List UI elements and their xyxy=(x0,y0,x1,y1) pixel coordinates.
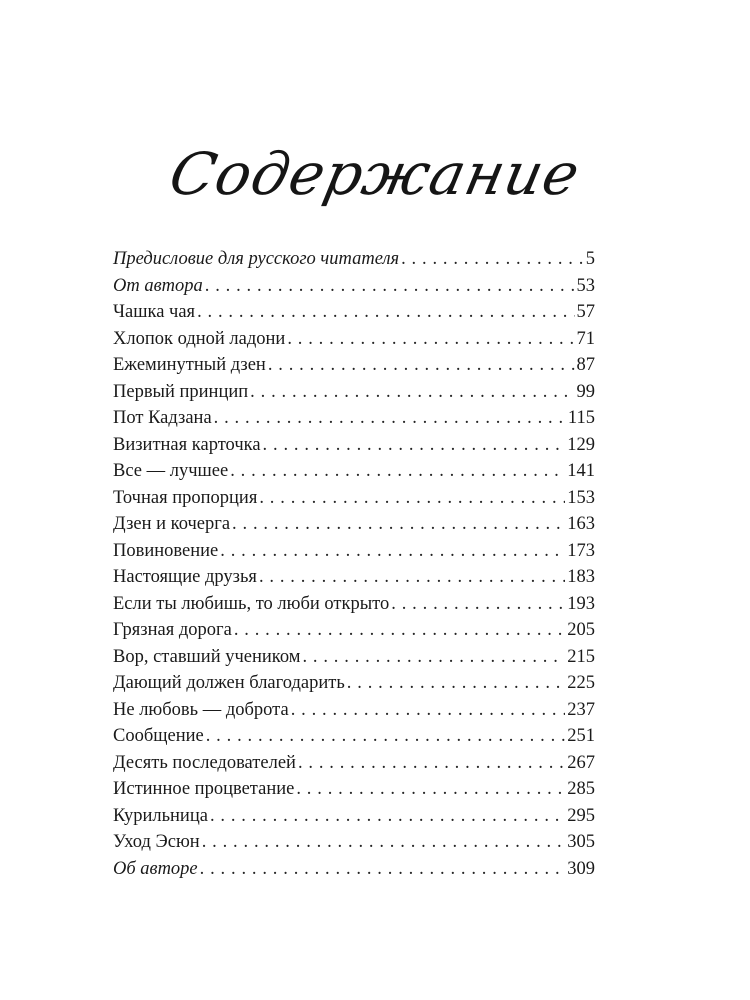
toc-entry-page: 5 xyxy=(585,249,595,269)
toc-leader-dots xyxy=(298,750,565,777)
toc-entry-title: Дающий должен благодарить xyxy=(113,673,345,693)
toc-entry-title: Первый принцип xyxy=(113,381,249,402)
toc-entry xyxy=(113,644,595,671)
toc-entry xyxy=(113,458,595,485)
page-title: Содержание xyxy=(163,140,587,208)
toc-entry-title: Чашка чая xyxy=(113,302,196,322)
toc-entry xyxy=(113,564,595,591)
toc-entry xyxy=(113,352,595,379)
toc-entry-page: 285 xyxy=(567,779,595,799)
toc-entry-page: 153 xyxy=(567,487,595,508)
toc-entry-page: 173 xyxy=(567,540,595,561)
toc-entry xyxy=(113,591,595,618)
toc-leader-dots xyxy=(263,432,566,459)
toc-entry-title: Все — лучшее xyxy=(113,461,229,481)
toc-entry-title: Ежеминутный дзен xyxy=(113,355,266,375)
toc-entry-page: 53 xyxy=(576,275,595,296)
toc-leader-dots xyxy=(197,299,574,326)
toc-entry-page: 99 xyxy=(576,381,595,402)
toc-leader-dots xyxy=(206,723,566,750)
toc-leader-dots xyxy=(214,405,566,432)
toc-entry-page: 251 xyxy=(567,726,595,746)
toc-leader-dots xyxy=(291,697,566,724)
toc-entry xyxy=(113,299,595,326)
toc-entry xyxy=(113,246,595,273)
toc-entry-page: 309 xyxy=(567,858,595,879)
toc-leader-dots xyxy=(234,617,565,644)
toc-entry-title: Хлопок одной ладони xyxy=(113,328,286,349)
toc-entry-page: 141 xyxy=(567,461,595,481)
toc-entry-title: Визитная карточка xyxy=(113,434,261,455)
toc-leader-dots xyxy=(220,538,565,565)
toc-entry-page: 71 xyxy=(576,328,595,349)
toc-entry xyxy=(113,273,595,300)
toc-leader-dots xyxy=(205,273,575,300)
toc-leader-dots xyxy=(210,803,565,830)
toc-leader-dots xyxy=(230,458,565,485)
toc-entry-title: Истинное процветание xyxy=(113,779,295,799)
toc-entry-title: Грязная дорога xyxy=(113,620,232,640)
toc-entry xyxy=(113,617,595,644)
toc-entry-title: Сообщение xyxy=(113,726,204,746)
toc-entry xyxy=(113,326,595,353)
toc-entry xyxy=(113,511,595,538)
toc-leader-dots xyxy=(259,485,565,512)
toc-leader-dots xyxy=(259,564,565,591)
toc-entry-page: 237 xyxy=(567,699,595,720)
toc-leader-dots xyxy=(250,379,574,406)
toc-entry-page: 183 xyxy=(567,567,595,587)
toc-entry-title: Точная пропорция xyxy=(113,487,258,508)
toc-entry-title: Курильница xyxy=(113,805,208,826)
toc-entry-title: Уход Эсюн xyxy=(113,832,200,852)
toc-leader-dots xyxy=(268,352,575,379)
toc-entry xyxy=(113,829,595,856)
toc-entry xyxy=(113,538,595,565)
toc-entry-title: Вор, ставший учеником xyxy=(113,646,301,667)
toc-entry-page: 129 xyxy=(567,434,595,455)
toc-entry-title: Об авторе xyxy=(113,858,198,879)
toc-entry-page: 305 xyxy=(567,832,595,852)
toc-entry-page: 87 xyxy=(576,355,595,375)
toc-entry-title: Пот Кадзана xyxy=(113,408,212,428)
toc-entry-title: Если ты любишь, то люби открыто xyxy=(113,593,390,614)
toc-entry-page: 57 xyxy=(576,302,595,322)
toc-entry xyxy=(113,485,595,512)
toc-leader-dots xyxy=(302,644,565,671)
toc-entry xyxy=(113,670,595,697)
toc-leader-dots xyxy=(391,591,565,618)
toc-entry-page: 215 xyxy=(567,646,595,667)
toc-entry-title: Настоящие друзья xyxy=(113,567,257,587)
toc-entry-page: 205 xyxy=(567,620,595,640)
toc-entry-title: Дзен и кочерга xyxy=(113,514,231,534)
toc-entry-page: 193 xyxy=(567,593,595,614)
toc-leader-dots xyxy=(296,776,565,803)
toc-leader-dots xyxy=(200,856,566,883)
toc-entry xyxy=(113,750,595,777)
toc-leader-dots xyxy=(232,511,565,538)
toc-entry-title: Повиновение xyxy=(113,540,219,561)
toc-entry xyxy=(113,856,595,883)
toc-leader-dots xyxy=(347,670,565,697)
toc-entry-page: 115 xyxy=(567,408,595,428)
toc-leader-dots xyxy=(401,246,584,273)
toc-entry xyxy=(113,405,595,432)
toc-leader-dots xyxy=(202,829,566,856)
toc-entry xyxy=(113,723,595,750)
toc-entry-title: Десять последователей xyxy=(113,752,296,773)
table-of-contents xyxy=(113,246,595,882)
toc-entry-page: 267 xyxy=(567,752,595,773)
toc-entry xyxy=(113,803,595,830)
toc-entry-title: От автора xyxy=(113,275,203,296)
toc-leader-dots xyxy=(287,326,574,353)
toc-entry-page: 225 xyxy=(567,673,595,693)
toc-entry-page: 295 xyxy=(567,805,595,826)
toc-entry-page: 163 xyxy=(567,514,595,534)
toc-entry-title: Не любовь — доброта xyxy=(113,699,289,720)
toc-entry xyxy=(113,776,595,803)
toc-entry xyxy=(113,379,595,406)
toc-entry-title: Предисловие для русского читателя xyxy=(113,249,400,269)
toc-entry xyxy=(113,432,595,459)
toc-entry xyxy=(113,697,595,724)
